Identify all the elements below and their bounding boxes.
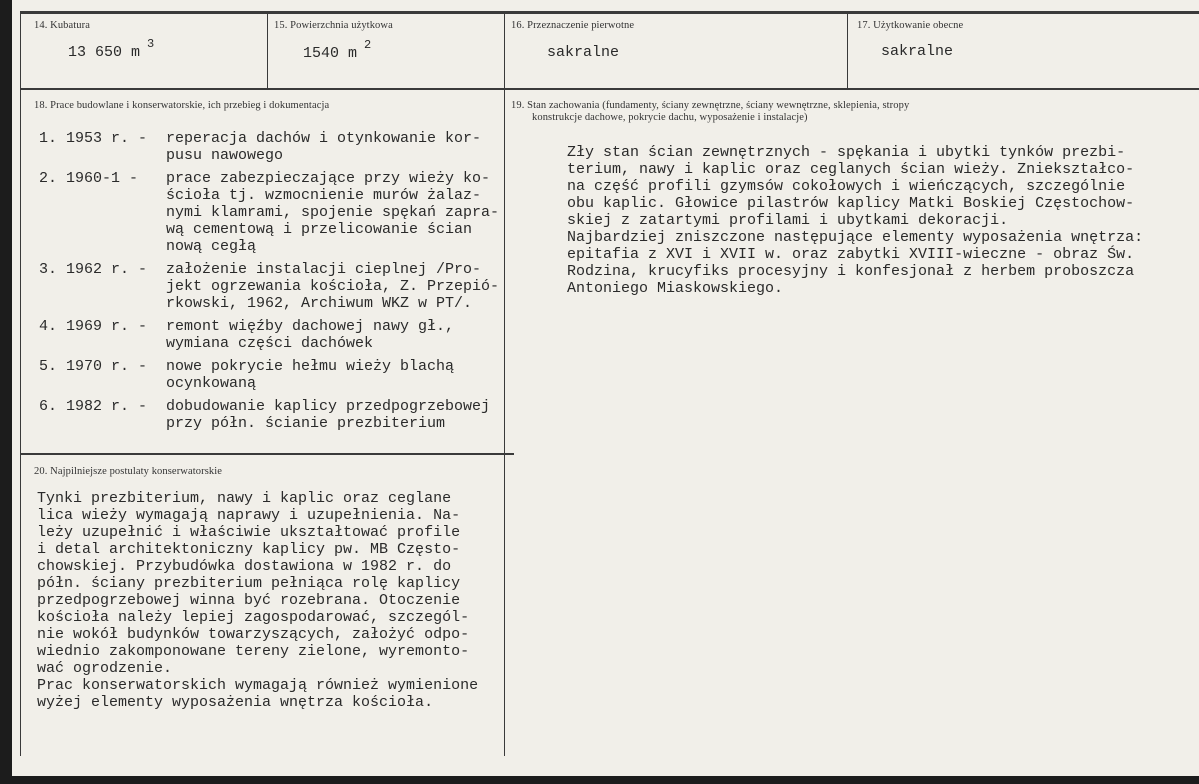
- postulates-line: półn. ściany prezbiterium pełniąca rolę kaplicy: [37, 575, 461, 592]
- condition-line: na część profili gzymsów cokołowych i wieńczących, szczególnie: [567, 178, 1126, 195]
- works-entry-line: przy półn. ścianie prezbiterium: [166, 415, 446, 432]
- works-label: 18. Prace budowlane i konserwatorskie, ich przebieg i dokumentacja: [34, 100, 330, 111]
- header-divider-3: [847, 11, 848, 89]
- works-entry-line: jekt ogrzewania kościoła, Z. Przepió-: [166, 278, 500, 295]
- condition-text: [567, 144, 1143, 297]
- condition-line: Zły stan ścian zewnętrznych - spękania i ubytki tynków prezbi-: [567, 144, 1126, 161]
- kubatura-label: 14. Kubatura: [34, 20, 91, 31]
- postulates-line: kościoła należy lepiej zagospodarować, szczegól-: [37, 609, 470, 626]
- works-entry-line: wą cementową i przelicowanie ścian: [166, 221, 473, 238]
- works-entry-line: prace zabezpieczające przy wieży ko-: [166, 170, 491, 187]
- record-card: [12, 0, 1199, 776]
- works-entry-number: 3. 1962 r. -: [39, 261, 148, 278]
- body-divider: [504, 89, 505, 756]
- works-entry-line: ocynkowaną: [166, 375, 257, 392]
- postulates-line: wiednio zakomponowane tereny zielone, wyremonto-: [37, 643, 470, 660]
- kubatura-value: 13 650 m: [68, 44, 141, 61]
- postulates-text: [37, 490, 478, 711]
- postulates-line: leży uzupełnić i właściwie ukształtować profile: [37, 524, 461, 541]
- works-entry-line: rkowski, 1962, Archiwum WKZ w PT/.: [166, 295, 473, 312]
- works-entry-line: założenie instalacji cieplnej /Pro-: [166, 261, 482, 278]
- powierzchnia-unit-exponent: 2: [364, 38, 372, 52]
- works-entry-line: ścioła tj. wzmocnienie murów żalaz-: [166, 187, 482, 204]
- condition-line: terium, nawy i kaplic oraz ceglanych ścian wieży. Zniekształco-: [567, 161, 1135, 178]
- postulates-line: wać ogrodzenie.: [37, 660, 173, 677]
- przeznaczenie-value: sakralne: [547, 44, 620, 61]
- condition-line: Rodzina, krucyfiks procesyjny i konfesjonał z herbem proboszcza: [567, 263, 1135, 280]
- powierzchnia-label: 15. Powierzchnia użytkowa: [274, 20, 393, 31]
- works-entry-number: 4. 1969 r. -: [39, 318, 148, 335]
- works-entry-line: dobudowanie kaplicy przedpogrzebowej: [166, 398, 491, 415]
- postulates-line: Prac konserwatorskich wymagają również wymienione: [37, 677, 479, 694]
- postulates-line: i detal architektoniczny kaplicy pw. MB Często-: [37, 541, 461, 558]
- works-entry-number: 2. 1960-1 -: [39, 170, 139, 187]
- postulates-line: przedpogrzebowej winna być rozebrana. Otoczenie: [37, 592, 461, 609]
- top-border: [20, 11, 1199, 14]
- header-divider-2: [504, 11, 505, 89]
- left-border: [20, 11, 21, 756]
- works-entry-line: nowe pokrycie hełmu wieży blachą: [166, 358, 455, 375]
- condition-line: obu kaplic. Głowice pilastrów kaplicy Matki Boskiej Częstochow-: [567, 195, 1135, 212]
- postulates-label: 20. Najpilniejsze postulaty konserwatorskie: [34, 466, 223, 477]
- works-entry-line: reperacja dachów i otynkowanie kor-: [166, 130, 482, 147]
- works-entry-line: wymiana części dachówek: [166, 335, 374, 352]
- przeznaczenie-label: 16. Przeznaczenie pierwotne: [511, 20, 635, 31]
- works-entry-line: nymi klamrami, spojenie spękań zapra-: [166, 204, 500, 221]
- works-entry-line: pusu nawowego: [166, 147, 284, 164]
- works-entry-line: nową cegłą: [166, 238, 257, 255]
- postulates-line: chowskiej. Przybudówka dostawiona w 1982 r. do: [37, 558, 452, 575]
- condition-line: Najbardziej zniszczone następujące elementy wyposażenia wnętrza:: [567, 229, 1144, 246]
- postulates-line: wyżej elementy wyposażenia wnętrza kościoła.: [37, 694, 434, 711]
- works-list: [39, 130, 504, 450]
- postulates-line: Tynki prezbiterium, nawy i kaplic oraz ceglane: [37, 490, 452, 507]
- header-divider-1: [267, 11, 268, 89]
- works-entry-line: remont więźby dachowej nawy gł.,: [166, 318, 455, 335]
- works-entry-number: 5. 1970 r. -: [39, 358, 148, 375]
- condition-label-line1: 19. Stan zachowania (fundamenty, ściany zewnętrzne, ściany wewnętrzne, sklepienia, stropy: [511, 100, 910, 111]
- condition-label-line2: konstrukcje dachowe, pokrycie dachu, wyposażenie i instalacje): [532, 112, 808, 123]
- condition-line: Antoniego Miaskowskiego.: [567, 280, 784, 297]
- works-entry-number: 6. 1982 r. -: [39, 398, 148, 415]
- powierzchnia-value: 1540 m: [303, 45, 358, 62]
- uzytkowanie-label: 17. Użytkowanie obecne: [857, 20, 964, 31]
- condition-line: skiej z zatartymi profilami i ubytkami dekoracji.: [567, 212, 1009, 229]
- postulates-line: lica wieży wymagają naprawy i uzupełnienia. Na-: [37, 507, 461, 524]
- kubatura-unit-exponent: 3: [147, 37, 155, 51]
- header-bottom-rule: [20, 88, 1199, 90]
- section20-top-rule: [20, 453, 514, 455]
- uzytkowanie-value: sakralne: [881, 43, 954, 60]
- works-entry-number: 1. 1953 r. -: [39, 130, 148, 147]
- postulates-line: nie wokół budynków towarzyszących, założyć odpo-: [37, 626, 470, 643]
- condition-line: epitafia z XVI i XVII w. oraz zabytki XVIII-wieczne - obraz Św.: [567, 246, 1135, 263]
